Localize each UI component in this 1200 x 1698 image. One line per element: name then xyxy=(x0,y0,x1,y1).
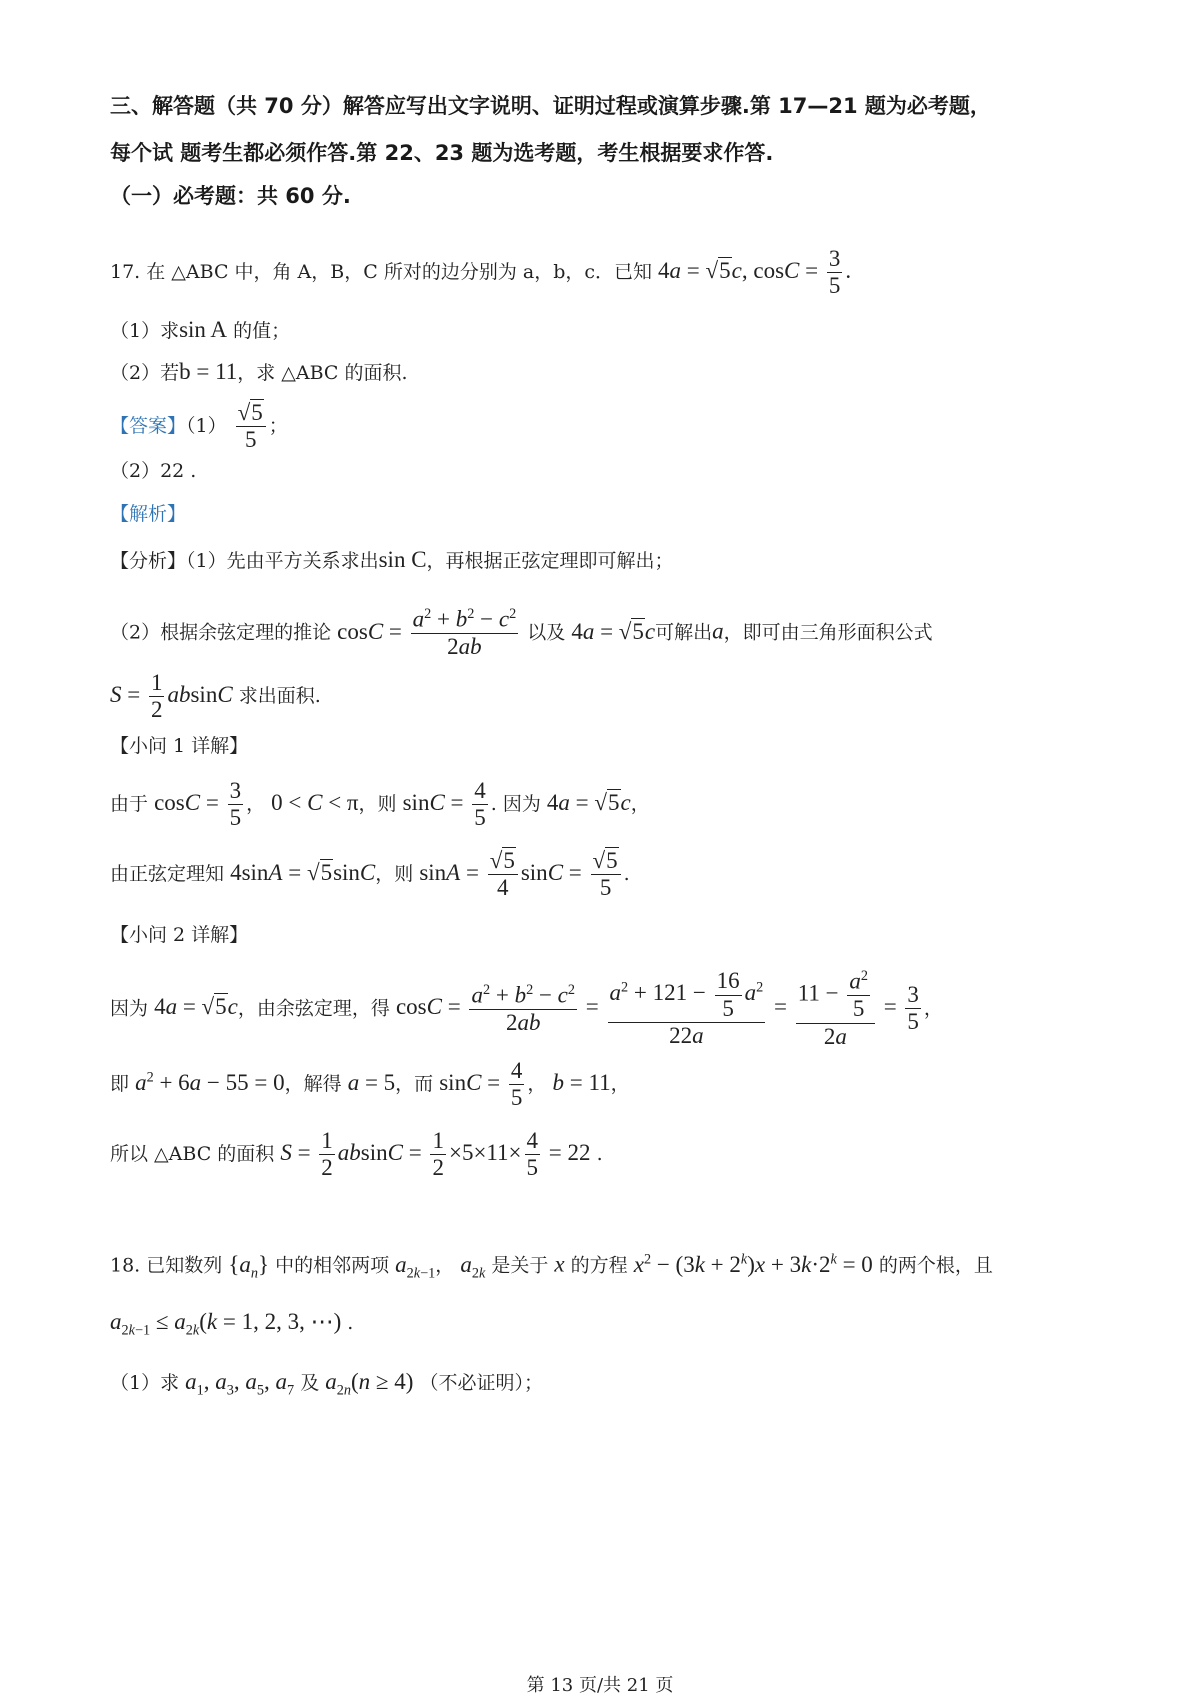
fenxi-line3: S = $\frac{1}{2}$ absinC 求出面积. xyxy=(110,670,321,723)
sub2-tag: 【小问 2 详解】 xyxy=(110,924,249,946)
sub2-line2: 即 $a^2 + 6a - 55 = 0$，解得 a = 5，而 sinC = $\frac{4}{5}$ ， b = 11， xyxy=(110,1058,630,1111)
section-heading-line2: 每个试 题考生都必须作答.第 22、23 题为选考题，考生根据要求作答. xyxy=(110,141,774,165)
fenxi-line1: 【分析】（1）先由平方关系求出sin C，再根据正弦定理即可解出； xyxy=(110,547,674,572)
q17-part1: （1）求sin A 的值； xyxy=(110,317,291,342)
q17-lead: 17. 在 △ABC 中，角 A，B，C 所对的边分别为 a，b，c．已知 xyxy=(110,261,652,284)
q18-condition: $a_{2k-1} \le a_{2k}(k = 1$, 2, 3, ⋯) . xyxy=(110,1309,354,1339)
q17-given: 4a = √5c, cosC = $\frac{3}{5}$ . xyxy=(658,246,852,299)
analysis-tag: 【解析】 xyxy=(110,503,187,525)
sub2-line3: 所以 △ABC 的面积 S = $\frac{1}{2}$ absinC = $\frac{1}{2}$ ×5×11× $\frac{4}{5}$ = 22 . xyxy=(110,1128,603,1181)
q18-part1: （1）求 $a_1$, $a_3$, $a_5$, $a_7$ 及 $a_{2n}(n \ge 4)$ （不必证明）； xyxy=(110,1369,544,1399)
sub1-line1: 由于 cosC = $\frac{3}{5}$ ， 0 < C < π，则 sinC = $\frac{4}{5}$ . 因为 4a = √5c， xyxy=(110,778,650,831)
q17-statement xyxy=(110,246,851,300)
answer1-value: $\frac{√5}{5}$ xyxy=(233,412,269,437)
q17-answer: 【答案】（1） $\frac{√5}{5}$ ； xyxy=(110,400,288,453)
section-subheading: （一）必考题：共 60 分. xyxy=(110,184,351,208)
sub1-tag: 【小问 1 详解】 xyxy=(110,735,249,757)
q17-answer2: （2）22 . xyxy=(110,460,197,482)
q18-statement: 18. 已知数列 $\{a_n\}$ 中的相邻两项 $a_{2k-1}$， $a_{2k}$ 是关于 x 的方程 $x^2 - (3k + 2^k)x + 3k\cdot 2^k = 0$ 的两个根，且 xyxy=(110,1251,993,1282)
q17-part2: （2）若b = 11，求 △ABC 的面积. xyxy=(110,359,408,384)
fenxi-line2: （2）根据余弦定理的推论 cosC = $\frac{a^2 + b^2 - c^2}{2ab}$ 以及 4a = √5c可解出a，即可由三角形面积公式 xyxy=(110,606,933,660)
sub2-line1: 因为 4a = √5c，由余弦定理，得 cosC = $\frac{a^2 + b^2 - c^2}{2ab}$ = $a^2 + 121$ − $\frac{16}{5}$ $a^2$ 22a = 11 − $\frac{a^2}{5}$ 2a = $\frac{3}{5}$ ， xyxy=(110,968,943,1049)
answer-tag: 【答案】 xyxy=(110,415,187,438)
sub1-line2: 由正弦定理知 4sinA = √5sinC，则 sinA = $\frac{√5}{4}$ sinC = $\frac{√5}{5}$ . xyxy=(110,848,630,901)
page-footer: 第 13 页/共 21 页 xyxy=(526,1675,674,1696)
section-heading-line1: 三、解答题（共 70 分）解答应写出文字说明、证明过程或演算步骤.第 17—21 题为必考题， xyxy=(110,94,991,118)
